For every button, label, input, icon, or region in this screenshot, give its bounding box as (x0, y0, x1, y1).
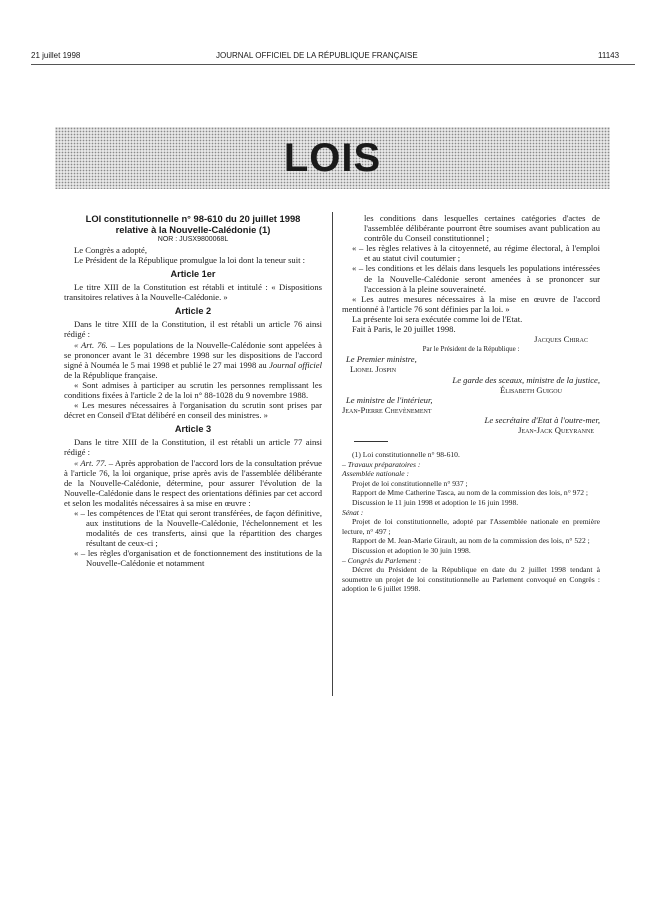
article-2-heading: Article 2 (174, 306, 212, 317)
signatory-name: Élisabeth Guigou (500, 384, 562, 395)
dash-item: « – les règles d'organisation et de fonctionnement des institutions de la Nouvelle-Calédonie et notamment (74, 548, 322, 569)
paragraph: Dans le titre XIII de la Constitution, il est rétabli un article 77 ainsi rédigé : (64, 437, 322, 458)
law-title-line1: LOI constitutionnelle n° 98-610 du 20 juillet 1998 (85, 213, 301, 224)
article-1-heading: Article 1er (170, 269, 216, 280)
footnotes (342, 450, 600, 594)
dash-item: « – les conditions et les délais dans lesquels les populations intéressées de la Nouvelle-Calédonie seront amenées à se prononcer sur l'accession à la pleine souveraineté. (352, 263, 600, 294)
paragraph: Le Congrès a adopté, (74, 245, 148, 255)
footnote-line: Rapport de M. Jean-Marie Girault, au nom de la commission des lois, n° 522 ; (352, 536, 590, 546)
article-3-heading: Article 3 (174, 424, 212, 435)
signatory-title: Le ministre de l'intérieur, (346, 394, 433, 405)
signatory-title: Le garde des sceaux, ministre de la justice, (452, 374, 600, 385)
signatory-name: Jean-Jack Queyranne (518, 424, 594, 435)
header-journal-title: JOURNAL OFFICIEL DE LA RÉPUBLIQUE FRANÇAISE (216, 51, 418, 60)
footnote-line: Décret du Président de la République en date du 2 juillet 1998 tendant à soumettre un projet de loi constitutionnelle au Parlement convoqué en Congrès : adoption le 6 juillet 1998. (342, 565, 600, 594)
date-line: Fait à Paris, le 20 juillet 1998. (352, 324, 456, 335)
left-column (64, 213, 322, 569)
law-title-line2: relative à la Nouvelle-Calédonie (1) (115, 224, 271, 235)
art76-end: de la République française. (64, 369, 158, 380)
signatory-name: Lionel Jospin (350, 364, 397, 375)
header-page-number: 11143 (598, 51, 620, 60)
footnote-line: Discussion et adoption le 30 juin 1998. (352, 546, 471, 555)
footnote-line: – Congrès du Parlement : (342, 555, 421, 565)
paragraph (64, 340, 322, 380)
signatory-name: Jean-Pierre Chevènement (342, 404, 432, 415)
footnote-rule (354, 441, 388, 442)
footnote-line: Projet de loi constitutionnelle, adopté par l'Assemblée nationale en première lecture, n° 497 ; (342, 517, 600, 536)
nor-reference: NOR : JUSX9800068L (157, 236, 229, 243)
footnote-line: Rapport de Mme Catherine Tasca, au nom de la commission des lois, n° 972 ; (352, 488, 589, 498)
journal-officiel-ref: Journal officiel (269, 359, 322, 370)
paragraph: « Les autres mesures nécessaires à la mise en œuvre de l'accord mentionné à l'article 76 sont définies par la loi. » (342, 293, 600, 314)
paragraph: « Sont admises à participer au scrutin les personnes remplissant les conditions fixées à l'article 2 de la loi n° 88-1028 du 9 novembre 1988. (64, 379, 322, 401)
footnote-line: Sénat : (342, 507, 364, 517)
signatory-title: Le Premier ministre, (346, 354, 417, 365)
signature-president: Jacques Chirac (534, 334, 588, 345)
right-column (342, 213, 600, 594)
footnote-line: – Travaux préparatoires : (342, 459, 421, 469)
art76-text: – Les populations de la Nouvelle-Calédonie sont appelées à se prononcer avant le 31 décembre 1998 sur les dispositions de l'accord signé à Nouméa le 5 mai 1998 et publié le 27 mai 1998 au (64, 339, 322, 370)
paragraph (64, 458, 322, 508)
dash-item: « – les compétences de l'Etat qui seront transférées, de façon définitive, aux institutions de la Nouvelle-Calédonie, l'échelonnement et les modalités de ces transferts, ainsi que la répartition des charges résultant de ceux-ci ; (74, 507, 322, 549)
paragraph: Le Président de la République promulgue la loi dont la teneur suit : (74, 255, 306, 266)
footnote-line: Discussion le 11 juin 1998 et adoption le 16 juin 1998. (352, 498, 519, 508)
header-rule (31, 64, 635, 65)
paragraph: Le titre XIII de la Constitution est rétabli et intitulé : « Dispositions transitoires relatives à la Nouvelle-Calédonie. » (64, 282, 322, 303)
header-date: 21 juillet 1998 (31, 51, 81, 60)
dash-item-continuation: les conditions dans lesquelles certaines catégories d'actes de l'assemblée délibérante pourront être soumises avant publication au contrôle du Conseil constitutionnel ; (364, 213, 600, 244)
footnote-line: (1) Loi constitutionnelle n° 98-610. (352, 450, 460, 460)
countersign-intro: Par le Président de la République : (422, 345, 520, 354)
section-title: LOIS (283, 136, 382, 180)
paragraph: « Les mesures nécessaires à l'organisation du scrutin sont prises par décret en Conseil d'Etat délibéré en conseil des ministres. » (64, 400, 322, 421)
paragraph: La présente loi sera exécutée comme loi de l'Etat. (352, 313, 523, 324)
column-divider (332, 212, 333, 696)
art77-text: – Après approbation de l'accord lors de la consultation prévue à l'article 76, la loi organique, prise après avis de l'assemblée délibérante de la Nouvelle-Calédonie, détermine, pour assurer l'évolution de la Nouvelle-Calédonie dans le respect des orientations définies par cet accord et selon les modalités nécessaires à sa mise en œuvre : (64, 457, 323, 508)
footnote-line: Assemblée nationale : (342, 469, 410, 479)
art77-label: « Art. 77. (74, 457, 107, 468)
art76-label: « Art. 76. (74, 339, 108, 350)
signatory-title: Le secrétaire d'Etat à l'outre-mer, (484, 414, 600, 425)
footnote-line: Projet de loi constitutionnelle n° 937 ; (352, 478, 468, 488)
dash-item: « – les règles relatives à la citoyenneté, au régime électoral, à l'emploi et au statut civil coutumier ; (352, 243, 600, 264)
paragraph: Dans le titre XIII de la Constitution, il est rétabli un article 76 ainsi rédigé : (64, 319, 322, 340)
